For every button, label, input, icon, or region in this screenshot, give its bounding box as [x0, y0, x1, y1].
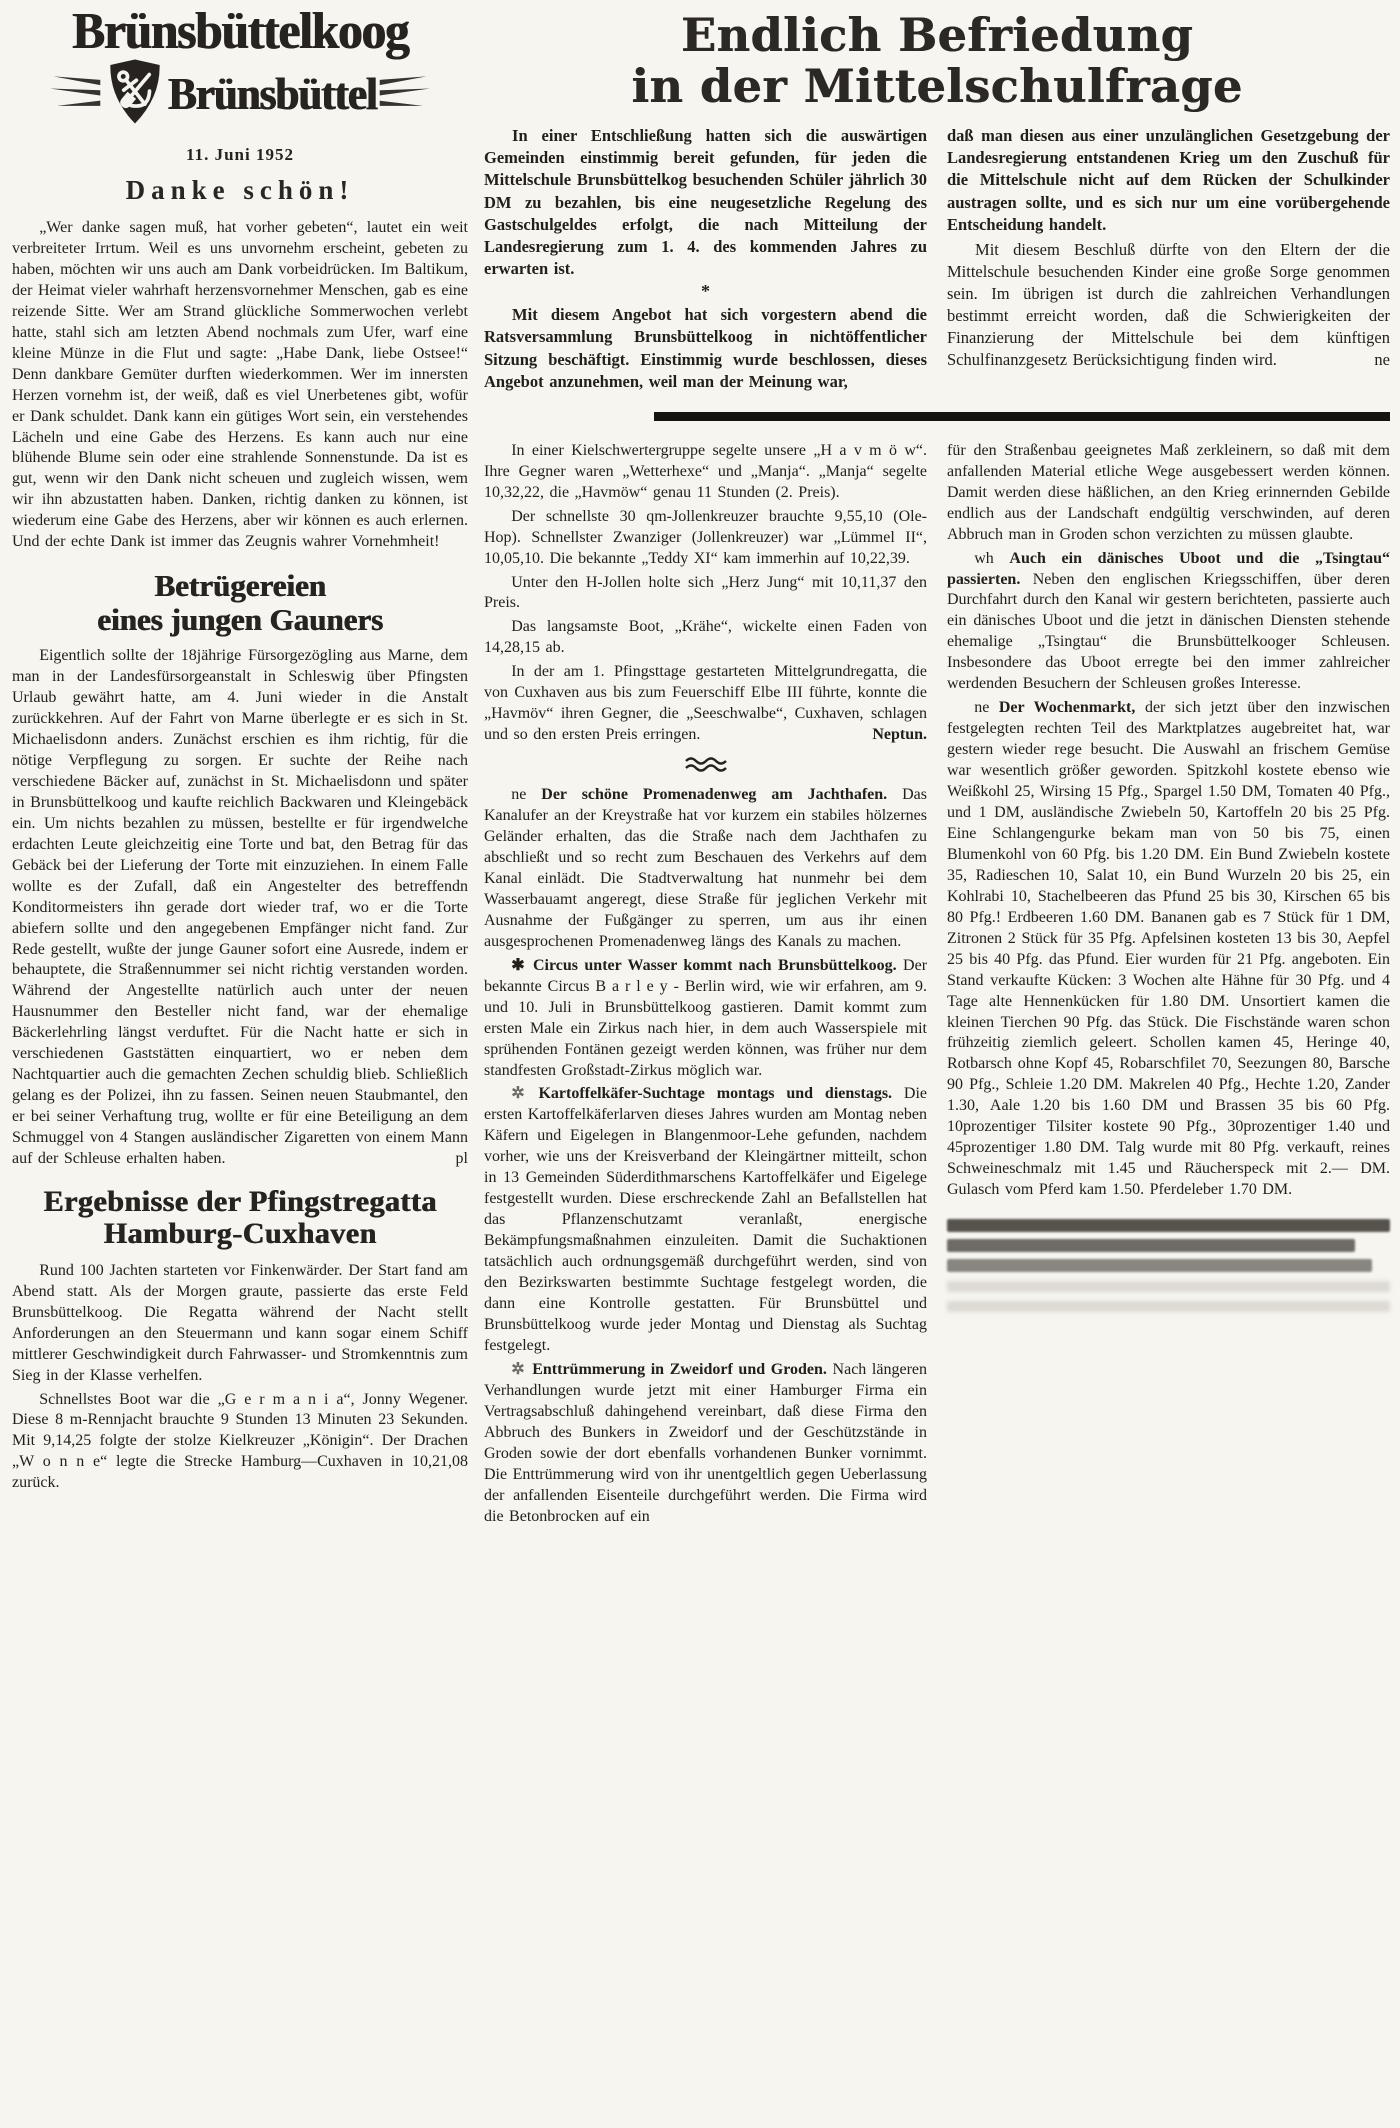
lead-article-col2 — [947, 125, 1390, 396]
faded-print-line-2 — [947, 1301, 1390, 1312]
regatta-cont-par-3: Unter den H-Jollen holte sich „Herz Jung“ mit 10,11,37 den Preis. — [484, 573, 927, 612]
star-outline-icon-2: ✲ — [511, 1360, 525, 1378]
enttruemmerung-continuation: für den Straßenbau geeignetes Maß zerkleinern, so daß mit dem anfallenden Material etliche Wege ausgebessert werden können. Damit werden diese häßlichen, an den Krieg erinnernden Gebilde endlich aus der Landschaft endgültig verschwinden, auf deren Abbruch man in Groden schon verzichten zu müssen glaubte. — [947, 441, 1390, 543]
regatta-cont-par-5-text: In der am 1. Pfingsttage gestarteten Mittelgrundregatta, die von Cuxhaven aus bis zum Feuerschiff Elbe III führte, konnte die „Havmöv“ ihren Gegner, die „Seeschwalbe“, Cuxhaven, schlagen und so den ersten Preis erringen. — [484, 663, 927, 744]
lead-headline — [484, 10, 1390, 111]
correspondent-signature-ne: ne — [1374, 350, 1390, 370]
article-uboot — [947, 549, 1390, 696]
lead-par-4-text: Mit diesem Beschluß dürfte von den Eltern der die Mittelschule besuchenden Kinder eine große Sorge genommen sein. Im übrigen ist durch die zahlreichen Verhandlungen bestimmt erreicht worden, daß die Schwierigkeiten der Finanzierung der Mittelschule bei dem künftigen Schulfinanzgesetz Berücksichtigung finden wird. — [947, 239, 1390, 370]
article-body-danke-schoen: „Wer danke sagen muß, hat vorher gebeten“, lautet ein weit verbreiteter Irrtum. Weil es uns unvornehm erscheint, gebeten zu haben, möchten wir uns auch am Dank vorbeidrücken. Im Baltikum, der Heimat vieler wahrhaft herzensvornehmer Menschen, gab es eine reizende Sitte. Wer am Strand glückliche Sommerwochen verlebt hatte, stahl sich am letzten Abend nochmals zum Ufer, warf eine kleine Münze in die Flut und sagte: „Habe Dank, liebe Ostsee!“ Denn dankbare Gemüter durften wiederkommen. Wer im innersten Herzen vornehm ist, der weiß, daß es viel Unerbetenes gibt, wofür er Dank schuldet. Dank kann ein gütiges Wort sein, ein verstehendes Lächeln und eine Gabe des Herzens. Es kann auch nur eine blühende Blume sein oder eine strahlende Sonnenstunde. Da ist es gut, wenn wir den Dank nicht scheuen und zugleich wissen, wem wir ihn abzustatten haben. Danken, richtig danken zu können, ist wiederum eine Gabe des Herzens, aber wir können es auch erlernen. Und der echte Dank ist immer das Zeugnis wahrer Vornehmheit! — [12, 219, 468, 551]
ink-smudge-1 — [947, 1219, 1390, 1232]
wochenmarkt-lead-in: Der Wochenmarkt, — [998, 699, 1136, 717]
article-body-betruegereien — [12, 646, 468, 1170]
article-title-pfingstregatta-line1: Ergebnisse der Pfingstregatta — [43, 1185, 437, 1219]
heavy-divider-rule — [654, 412, 1390, 421]
regatta-cont-par-1: In einer Kielschwertergruppe segelte unsere „H a v m ö w“. Ihre Gegner waren „Wetterhexe“ und „Manja“. „Manja“ segelte 10,32,22, die „Havmöw“ genau 11 Stunden (2. Preis). — [484, 441, 927, 501]
kartoffelkaefer-lead-in: Kartoffelkäfer-Suchtage montags und dienstags. — [538, 1085, 893, 1103]
lead-par-2: Mit diesem Angebot hat sich vorgestern abend die Ratsversammlung Brunsbüttelkoog in nichtöffentlicher Sitzung beschäftigt. Einstimmig wurde beschlossen, dieses Angebot anzunehmen, weil man der Meinung war, — [484, 305, 927, 391]
article-text-betruegereien: Eigentlich sollte der 18jährige Fürsorgezögling aus Marne, dem man in der Landesfürsorgeanstalt in Schleswig über Pfingsten Urlaub gewährt hatte, am 4. Juni wieder in die Anstalt zurückkehren. Auf der Fahrt von Marne überlegte er es sich in St. Michaelisdonn anders. Zunächst erschien es ihm richtig, für die nötige Verpflegung zu sorgen. Er suchte der Reihe nach verschiedene Bäcker auf, zunächst in St. Michaelisdonn und später in Brunsbüttelkoog und kaufte reichlich Backwaren und Kleingebäck ein. Um nichts bezahlen zu müssen, bestellte er für irgendwelche erdachten Leute gleichzeitig eine Torte und bat, den Betrag für das Gebäck bei der Lieferung der Torte mit einzuziehen. In einem Falle wollte es der Zufall, daß ein Angestelter des betreffendn Konditormeisters ihn gerade dort wieder traf, wo er die Torte abiefern sollte und den angegebenen Empfänger nicht fand. Zur Rede gestellt, wußte der junge Gauner sofort eine Ausrede, indem er behauptete, die Straßennummer sei nicht richtig verstanden worden. Während der Angestellte natürlich auch unter der neuen Hausnummer den Besteller nicht fand, war der ehemalige Bäckerlehrling längst verduftet. Für die Nacht hatte er sich in verschiedenen Gaststätten einquartiert, wo er neben dem Nachtquartier auch die gemachten Zechen schuldig blieb. Schließlich gelang es der Polizei, ihn zu fassen. Seinen neuen Staubmantel, den er bei seiner Verhaftung trug, wollte er für eine Beteiligung an dem Schmuggel von 4 Stangen ausländischer Zigaretten von einem Mann auf der Schleuse erhalten haben. — [12, 647, 468, 1168]
spacer — [947, 1204, 1390, 1212]
enttruemmerung-lead-in: Enttrümmerung in Zweidorf und Groden. — [532, 1360, 827, 1378]
squiggle-divider-icon — [484, 756, 927, 773]
regatta-cont-par-4: Das langsamste Boot, „Krähe“, wickelte einen Faden von 14,28,15 ab. — [484, 618, 927, 657]
kartoffelkaefer-text: Die ersten Kartoffelkäferlarven dieses Jahres wurden am Montag neben Käfern und Eigelegen in Blangenmoor-Lehe gefunden, nachdem vorher, wie uns der Kreisverband der Kleingärtner mitteilt, schon in 13 Gemeinden Süderdithmarschens Kartoffelkäfer und Eigelege festgestellt wurden. Diese erschreckende Zahl an Befallstellen hat das Pflanzenschutzamt veranlaßt, energische Bekämpfungsmaßnahmen einzuleiten. Damit die Suchaktionen tatsächlich auch ordnungsgemäß durchgeführt werden, sind von den Bezirkswarten bestimmte Suchtage festgelegt worden, die dann eine Kontrolle gestatten. Für Brunsbüttel und Brunsbüttelkoog wurde jeder Montag und Dienstag als Suchtag festgelegt. — [484, 1085, 927, 1354]
article-title-danke-schoen: Danke schön! — [125, 175, 355, 205]
article-title-pfingstregatta — [12, 1186, 468, 1251]
masthead-row — [12, 57, 468, 131]
regatta-paragraph-1: Rund 100 Jachten starteten vor Finkenwärder. Der Start fand am Abend statt. Als der Morgen graute, passierte das erste Feld Brunsbüttelkoog. Die Regatta während der Nacht stellt Anforderungen an den Steuermann und kann sogar einem Schiff mittlerer Geschwindigkeit durch Fahrwasser- und Stromkenntnis zum Sieg in der Klasse verhelfen. — [12, 1261, 468, 1384]
main-area — [484, 4, 1390, 1530]
article-title-betruegereien-line1: Betrügereien — [154, 568, 326, 604]
left-column — [12, 1, 468, 1530]
middle-column — [484, 441, 927, 1531]
right-column — [947, 441, 1390, 1531]
lead-par-1: In einer Entschließung hatten sich die auswärtigen Gemeinden einstimmig bereit gefunden, für jeden die Mittelschule Brunsbüttelkog besuchenden Schüler jährlich 30 DM zu bezahlen, bis eine neugesetzliche Regelung des Gastschulgeldes erfolgt, die nach Mitteilung der Landesregierung zum 1. 4. des kommenden Jahres zu erwarten ist. — [484, 126, 927, 278]
correspondent-code-ne: ne — [511, 786, 527, 804]
article-title-pfingstregatta-line2: Hamburg-Cuxhaven — [103, 1217, 377, 1251]
promenadenweg-text: Das Kanalufer an der Kreystraße hat vor kurzem ein stabiles hölzernes Geländer erhalten, das die Straße nach dem Jachthafen zu abschließt und so recht zum Beschauen des Verkehrs auf dem Kanal einlädt. Die Stadtverwaltung hat nunmehr bei dem Wasserbauamt angeregt, diese Straße für jeglichen Verkehr mit Ausnahme der Fußgänger zu sperren, um aus ihr einen ausgesprochenen Promenadenweg längs des Kanals zu machen. — [484, 786, 928, 950]
regatta-cont-par-5 — [484, 662, 927, 746]
asterisk-divider: * — [701, 280, 710, 301]
masthead-title-line1: Brünsbüttelkoog — [71, 1, 409, 60]
correspondent-signature-neptun: Neptun. — [872, 726, 927, 744]
enttruemmerung-text: Nach längeren Verhandlungen wurde jetzt mit einer Hamburger Firma ein Vertragsabschluß dahingehend vereinbart, daß diese Firma den Abbruch des Bunkers in Zweidorf und der Geschützstände in Groden sowie der dort ebenfalls vorhandenen Bunker vornimmt. Die Enttrümmerung wird von ihr unentgeltlich gegen Ueberlassung der anfallenden Eisenteile durchgeführt werden. Die Firma wird die Betonbrocken auf ein — [484, 1360, 927, 1525]
circus-text: Der bekannte Circus B a r l e y - Berlin wird, wie wir erfahren, am 9. und 10. Juli in Brunsbüttelkoog gastieren. Damit kommt zum ersten Male ein Zirkus nach hier, in dem auch Wasserspiele mit sprühenden Fontänen gezeigt werden können, was früher nur dem standfesten Großstadt-Zirkus möglich war. — [484, 956, 928, 1079]
article-wochenmarkt — [947, 698, 1390, 1201]
flourish-left-icon — [50, 74, 102, 115]
issue-date: 11. Juni 1952 — [186, 145, 294, 164]
correspondent-code-ne-2: ne — [974, 699, 990, 717]
uboot-text: Neben den englischen Kriegsschiffen, über deren Durchfahrt durch den Kanal wir gestern berichteten, passierte auch ein dänisches Uboot und die jetzt in dänischen Diensten stehende ehemalige „Tsingtau“ die Brunsbüttelkooger Schleusen. Insbesondere das Uboot erregte bei den immer zahlreicher werdenden Besuchern der Schleusen großes Interesse. — [947, 570, 1390, 693]
lead-article-columns — [484, 125, 1390, 396]
ink-smudge-2 — [947, 1239, 1355, 1252]
correspondent-signature-pl: pl — [455, 1150, 468, 1168]
article-promenadenweg — [484, 785, 927, 953]
promenadenweg-lead-in: Der schöne Promenadenweg am Jachthafen. — [541, 786, 888, 804]
wochenmarkt-text: der sich jetzt über den inzwischen festgelegten rechten Teil des Marktplatzes augebreitet hat, war gestern wieder rege besucht. Die Auswahl an frischem Gemüse war wesentlich größer geworden. Spitzkohl kostete ebenso wie Weißkohl 25, Wirsing 15 Pfg., Spargel 1.50 DM, Tomaten 40 Pfg., und 1 DM, ausländische Zwiebeln 50, Kartoffeln 20 bis 25 Pfg. Eine Schlangengurke bekam man von 50 bis 75, einen Blumenkohl von 60 Pfg. bis 1.20 DM. Ein Bund Zwiebeln kostete 35, Radieschen 10, Salat 10, ein Bund Wurzeln 20 bis 25, ein Kohlrabi 10, Stachelbeeren das Pfund 25 bis 30, Kirschen 65 bis 80 Pfg.! Erdbeeren 1.60 DM. Bananen gab es 7 Stück für 1 DM, Zitronen 2 Stück für 35 Pfg. Apfelsinen kosteten 13 bis 30, Aepfel 25 bis 40 Pfg. das Pfund. Eier wurden für 21 Pfg. angeboten. Ein Stand verkaufte Kücken: 3 Wochen alte Hähne für 30 Pfg. und 4 Tage alte Hennenkücken für 1.80 DM. Unsortiert kamen die kleinen Tierchen 90 Pfg. das Stück. Die Fischstände waren schon frühzeitig ziemlich geleert. Schollen kamen 45, Heringe 40, Rotbarsch ohne Kopf 45, Robarschfilet 70, Seezungen 80, Barsche 90 Pfg., Schleie 1.20 DM. Makrelen 40 Pfg., Hechte 1.20, Zander 1.30, Aale 1.20 bis 1.60 DM und Brassen 35 bis 60 Pfg. 10prozentiger Tilsiter kostete 90 Pfg., 30prozentiger 1.40 und 45prozentiger 1.80 DM. Talg wurde mit 80 Pfg. verkauft, reines Schweineschmalz mit 1.45 und Räucherspeck mit 2.— DM. Gulasch vom Pferd kam 1.50. Pferdeleber 1.70 DM. — [947, 699, 1390, 1199]
article-title-betruegereien — [12, 569, 468, 636]
lead-headline-line2: in der Mittelschulfrage — [631, 58, 1243, 113]
lower-columns — [484, 441, 1390, 1531]
regatta-paragraph-2: Schnellstes Boot war die „G e r m a n i a“, Jonny Wegener. Diese 8 m-Rennjacht brauchte 9 Stunden 13 Minuten 23 Sekunden. Mit 9,14,25 folgte der stolze Kielkreuzer „Königin“. Der Drachen „W o n n e“ legte die Strecke Hamburg—Cuxhaven in 10,21,08 zurück. — [12, 1390, 468, 1492]
faded-print-line-1 — [947, 1281, 1390, 1292]
uboot-lead-in: Auch ein dänisches Uboot und die „Tsingtau“ passierten. — [947, 549, 1391, 588]
masthead-title-line2: Brünsbüttel — [167, 69, 377, 119]
lead-par-4 — [947, 239, 1390, 372]
article-enttruemmerung — [484, 1360, 927, 1528]
lead-par-3: daß man diesen aus einer unzulänglichen Gesetzgebung der Landesregierung entstandenen Krieg um den Zuschuß für die Mittelschule nicht auf dem Rücken der Schulkinder austragen sollte, und es sich nur um eine vorübergehende Entscheidung handelt. — [947, 126, 1390, 234]
correspondent-code-wh: wh — [974, 549, 994, 567]
lead-headline-line1: Endlich Befriedung — [680, 8, 1194, 62]
star-outline-icon: ✲ — [511, 1085, 525, 1103]
regatta-cont-par-2: Der schnellste 30 qm-Jollenkreuzer brauchte 9,55,10 (Ole-Hop). Schnellster Zwanziger (Jollenkreuzer) war „Lümmel II“, 10,05,10. Die bekannte „Teddy XI“ kam immerhin auf 10,22,39. — [484, 507, 927, 567]
masthead-crest-icon — [104, 57, 166, 131]
article-circus — [484, 956, 927, 1082]
flourish-right-icon — [378, 74, 430, 115]
lead-article-col1 — [484, 125, 927, 396]
masthead — [12, 1, 468, 131]
star-icon: ✱ — [511, 956, 525, 974]
article-kartoffelkaefer — [484, 1084, 927, 1356]
circus-lead-in: Circus unter Wasser kommt nach Brunsbüttelkoog. — [532, 956, 897, 974]
ink-smudge-3 — [947, 1259, 1372, 1272]
article-title-betruegereien-line2: eines jungen Gauners — [97, 601, 383, 637]
